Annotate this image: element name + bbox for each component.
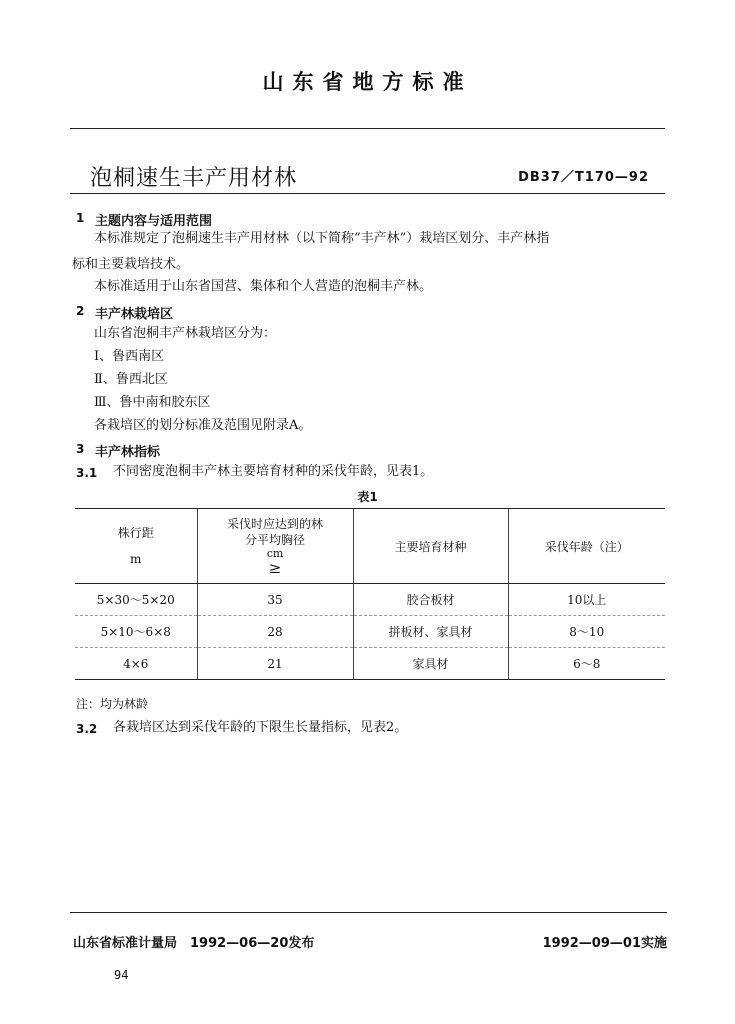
subsection-3-2-number: 3.2 [76,722,98,736]
section-1-number: 1 [76,211,85,225]
table-row [75,648,665,680]
section-1-paragraph-1b: 标和主要栽培技术。 [72,257,190,272]
standard-code: DB37／T170—92 [518,170,649,185]
cell-dbh: 28 [197,616,353,648]
table-1-caption: 表1 [357,490,378,504]
section-1-paragraph-1a: 本标准规定了泡桐速生丰产用材林（以下简称“丰产林”）栽培区划分、丰产林指 [94,231,550,246]
table-1-note: 注：均为林龄 [76,697,149,711]
cell-age: 8～10 [508,616,665,648]
cell-spacing: 5×10～6×8 [75,616,197,648]
footer-effective-date: 1992—09—01实施 [542,936,667,951]
table-header-row [75,509,665,584]
cell-age: 10以上 [508,584,665,616]
section-3-number: 3 [76,442,85,456]
section-3-heading: 丰产林指标 [95,445,161,460]
subsection-3-2-text: 各栽培区达到采伐年龄的下限生长量指标，见表2。 [113,720,408,735]
subsection-3-1-number: 3.1 [76,466,98,480]
column-header-dbh: 采伐时应达到的林 分平均胸径 cm ≥ [197,509,353,584]
standard-title: 泡桐速生丰产用材林 [90,166,298,191]
cell-spacing: 4×6 [75,648,197,680]
document-header-title: 山东省地方标准 [262,70,473,94]
section-2-note: 各栽培区的划分标准及范围见附录A。 [94,418,312,433]
column-header-material: 主要培育材种 [353,509,508,584]
cell-dbh: 21 [197,648,353,680]
table-row [75,584,665,616]
header-divider [70,128,665,129]
cell-age: 6～8 [508,648,665,680]
subsection-3-1-text: 不同密度泡桐丰产林主要培育材种的采伐年龄，见表1。 [113,464,434,479]
table-1 [75,509,665,680]
cell-dbh: 35 [197,584,353,616]
footer-divider [70,912,667,913]
column-header-age: 采伐年龄（注） [508,509,665,584]
column-header-spacing: 株行距 m [75,509,197,584]
section-1-heading: 主题内容与适用范围 [95,214,213,229]
section-2-number: 2 [76,304,85,318]
cell-spacing: 5×30～5×20 [75,584,197,616]
zone-item: Ⅱ、鲁西北区 [94,372,168,387]
table-row [75,616,665,648]
title-divider [70,193,665,194]
section-2-heading: 丰产林栽培区 [95,307,174,322]
cell-material: 拼板材、家具材 [353,616,508,648]
zone-item: Ⅲ、鲁中南和胶东区 [94,395,211,410]
footer-issuer: 山东省标准计量局 1992—06—20发布 [73,936,315,951]
zone-item: Ⅰ、鲁西南区 [94,349,165,364]
cell-material: 胶合板材 [353,584,508,616]
section-2-intro: 山东省泡桐丰产林栽培区分为： [94,326,277,341]
section-1-paragraph-2: 本标准适用于山东省国营、集体和个人营造的泡桐丰产林。 [94,279,433,294]
page-number: 94 [114,968,129,982]
cell-material: 家具材 [353,648,508,680]
